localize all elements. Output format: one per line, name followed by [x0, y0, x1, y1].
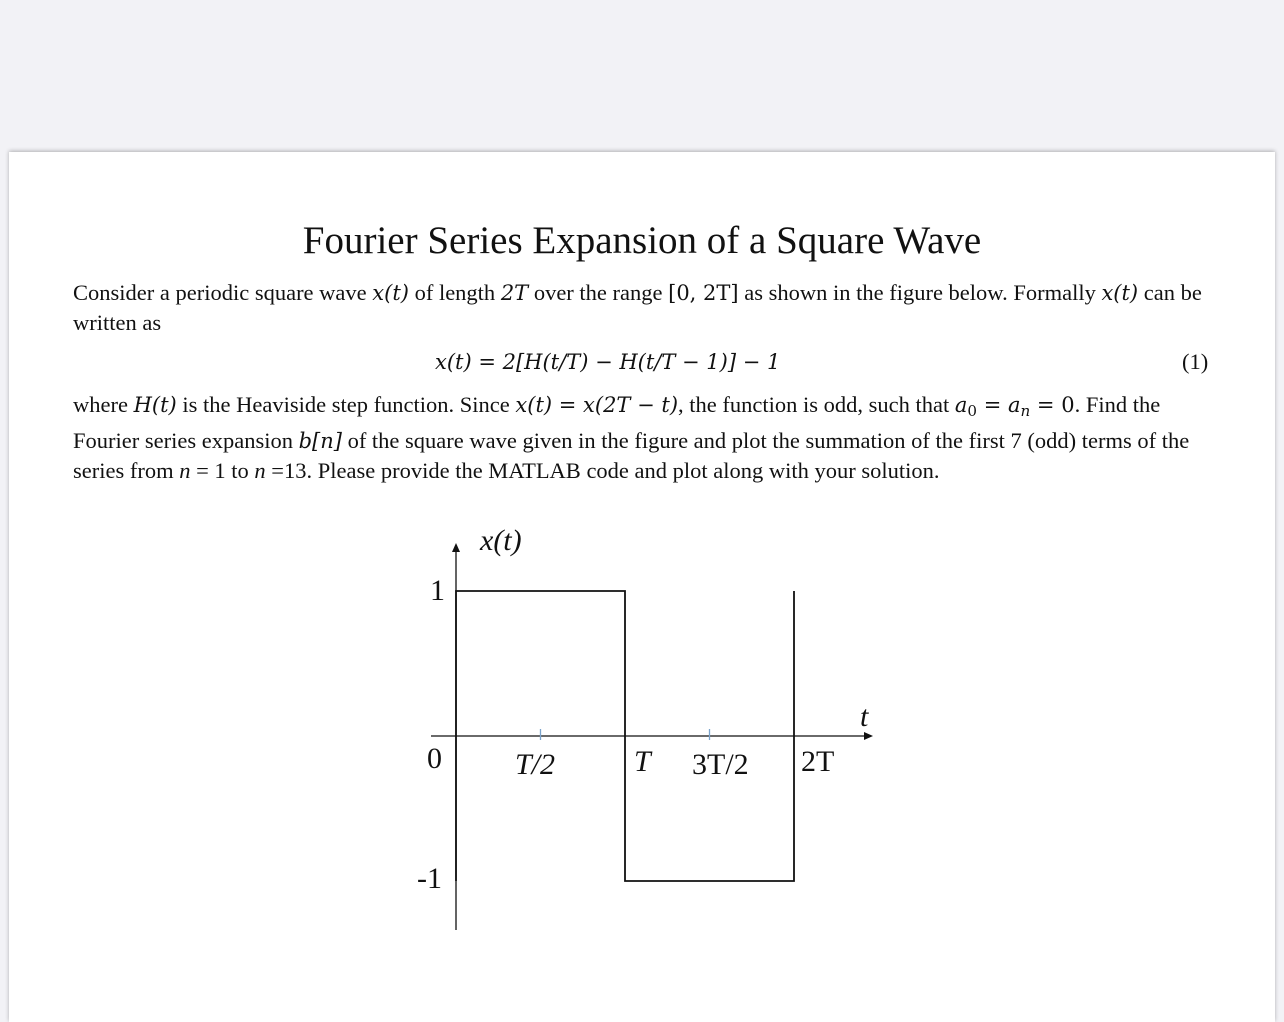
inline-math: x(t)	[1101, 281, 1139, 305]
x-tick-label-2t: 2T	[801, 745, 835, 778]
problem-text: of the square wave given in the figure and plot the summation of the first 7 (odd) terms of the series from	[73, 427, 1190, 483]
page-title: Fourier Series Expansion of a Square Wave	[302, 219, 982, 262]
x-tick-label-t: T	[634, 745, 651, 778]
index-n: n	[254, 457, 266, 483]
equation-number: (1)	[1182, 349, 1209, 374]
problem-text: is the Heaviside step function. Since	[176, 392, 516, 417]
problem-text: . Find the Fourier series expansion	[73, 392, 1161, 453]
problem-text: =13. Please provide the MATLAB code and plot along with your solution.	[265, 457, 940, 483]
y-axis-arrow	[452, 543, 460, 552]
y-tick-label-0: 0	[427, 742, 442, 775]
equals: =	[977, 393, 1008, 417]
y-axis-label: x(t)	[480, 524, 522, 557]
equation: x(t) = 2[H(t/T) − H(t/T − 1)] − 1	[435, 350, 781, 374]
problem-text: = 1 to	[190, 457, 255, 483]
x-axis-label: t	[860, 700, 869, 733]
coef-a: a	[1007, 393, 1021, 417]
intro-text: Consider a periodic square wave	[73, 280, 373, 305]
y-tick-label-neg1: -1	[417, 862, 442, 895]
intro-text: can be written as	[73, 280, 1202, 335]
x-tick-label-half-t: T/2	[515, 748, 556, 781]
inline-math: x(t) = x(2T − t)	[515, 393, 679, 417]
intro-text: of length	[408, 280, 501, 305]
inline-math: 2T	[500, 281, 529, 305]
problem-text: where	[73, 392, 134, 417]
coef-a: a	[954, 393, 968, 417]
problem-text: , the function is odd, such that	[678, 392, 955, 417]
x-axis-arrow	[864, 732, 873, 740]
index-n: n	[179, 457, 191, 483]
subscript: n	[1020, 401, 1031, 420]
y-tick-label-1: 1	[430, 574, 445, 607]
intro-text: over the range	[528, 280, 669, 305]
equals-zero: = 0	[1030, 393, 1075, 417]
inline-math: [0, 2T]	[668, 281, 739, 305]
inline-math: H(t)	[133, 393, 177, 417]
inline-math: b[n]	[298, 428, 342, 453]
inline-math: x(t)	[372, 281, 409, 305]
x-tick-label-three-half-t: 3T/2	[692, 748, 749, 781]
subscript: 0	[967, 401, 978, 420]
intro-text: as shown in the figure below. Formally	[738, 280, 1102, 305]
